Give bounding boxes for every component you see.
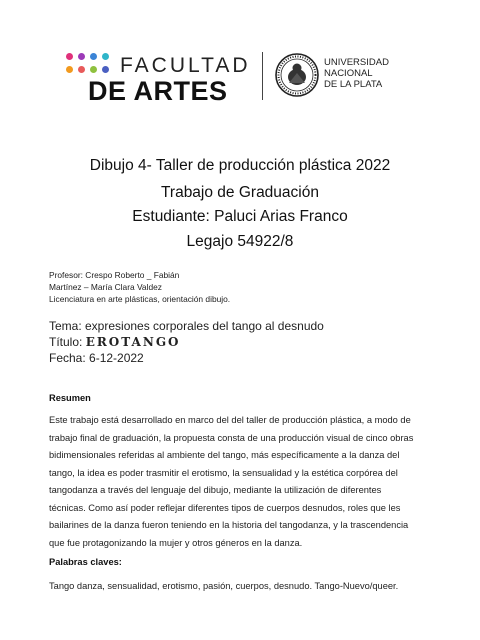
resumen-heading: Resumen	[49, 393, 91, 403]
fecha-line: Fecha: 6-12-2022	[49, 351, 144, 365]
work-details	[49, 318, 324, 366]
professor-line: Profesor: Crespo Roberto _ Fabián	[49, 270, 180, 280]
resumen-line-2: trabajo final de graduación, la propuesta consta de una producción visual de cinco obras	[49, 432, 414, 443]
logo-dot-3	[90, 53, 97, 60]
tema-line: Tema: expresiones corporales del tango al desnudo	[49, 319, 324, 333]
logo-dot-6	[78, 66, 85, 73]
university-name-line1: UNIVERSIDAD	[324, 57, 389, 68]
logo-dot-5	[66, 66, 73, 73]
faculty-info	[49, 269, 230, 305]
logo-dot-8	[102, 66, 109, 73]
student-name: Estudiante: Paluci Arias Franco	[132, 208, 348, 225]
university-name	[324, 57, 389, 90]
logo-dot-4	[102, 53, 109, 60]
resumen-body	[49, 412, 441, 552]
faculty-name-line1: FACULTAD	[120, 54, 251, 77]
logo-dot-2	[78, 53, 85, 60]
faculty-name-line2: DE ARTES	[88, 76, 228, 106]
university-seal-icon	[275, 53, 319, 97]
resumen-line-4: tango, la idea es poder trasmitir el erotismo, la sensualidad y la estética corpórea del	[49, 467, 398, 478]
document-header	[0, 40, 480, 112]
logo-dot-1	[66, 53, 73, 60]
keywords-text: Tango danza, sensualidad, erotismo, pasión, cuerpos, desnudo. Tango-Nuevo/queer.	[49, 581, 399, 591]
professor-line-2: Martínez – María Clara Valdez	[49, 282, 162, 292]
header-divider	[262, 52, 263, 100]
titulo-label: Título:	[49, 335, 86, 349]
resumen-line-8: que fue protagonizando la mujer y otros géneros en la danza.	[49, 537, 303, 548]
university-name-line3: DE LA PLATA	[324, 79, 383, 90]
titulo-line	[49, 334, 324, 350]
resumen-line-1: Este trabajo está desarrollado en marco del del taller de producción plástica, a modo de	[49, 415, 411, 425]
resumen-line-5: tangodanza a través del lenguaje del dibujo, mediante la utilización de diferentes	[49, 485, 382, 495]
course-title: Dibujo 4- Taller de producción plástica 2022	[89, 157, 391, 174]
university-name-line2: NACIONAL	[324, 68, 373, 79]
work-type: Trabajo de Graduación	[161, 184, 319, 201]
resumen-line-3: bidimensionales referidas al ambiente del tango, más específicamente a la danza del	[49, 450, 400, 460]
resumen-line-6: técnicas. Como así poder reflejar diferentes tipos de cuerpos desnudos, roles que les	[49, 502, 401, 513]
keywords-heading: Palabras claves:	[49, 557, 122, 567]
titulo-value: EROTANGO	[85, 335, 181, 349]
file-number: Legajo 54922/8	[186, 233, 294, 250]
resumen-line-7: bailarines de la danza fueron teniendo en la historia del tangodanza, y la trascendencia	[49, 520, 409, 530]
degree-line: Licenciatura en arte plásticas, orientación dibujo.	[49, 294, 231, 304]
logo-dot-7	[90, 66, 97, 73]
keywords-body	[49, 578, 441, 596]
